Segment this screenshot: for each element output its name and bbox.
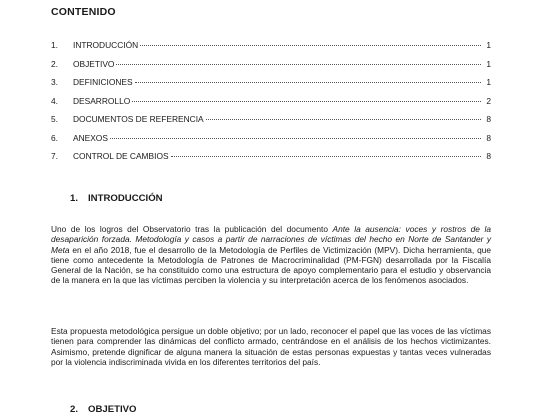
toc-entry-label[interactable]: CONTROL DE CAMBIOS	[73, 151, 169, 161]
toc-entry-label[interactable]: DESARROLLO	[73, 95, 131, 106]
toc-dot-leader	[135, 82, 481, 83]
toc-entry-objetivo[interactable]	[51, 59, 491, 78]
toc-entry-definiciones[interactable]	[51, 77, 491, 96]
section-heading-objetivo	[70, 404, 137, 415]
toc-entry-number: 5.	[51, 114, 58, 124]
toc-dot-leader	[171, 156, 481, 157]
toc-dot-leader	[110, 138, 481, 139]
toc-entry-documentos-de-referencia[interactable]	[51, 114, 491, 133]
toc-entry-number: 4.	[51, 95, 58, 106]
toc-entry-page: 8	[486, 151, 491, 161]
section-title: INTRODUCCIÓN	[88, 193, 163, 204]
toc-entry-page: 1	[486, 77, 491, 87]
toc-entry-number: 3.	[51, 77, 58, 87]
toc-entry-number: 6.	[51, 132, 58, 143]
table-of-contents	[51, 40, 491, 170]
paragraph-text: en el año 2018, fue el desarrollo de la Metodología de Perfiles de Victimización (MPV). Dicha herramienta, que tiene como antecedente la Metodología de Patrones de Macrocriminalidad (PM-FGN) desarrollada por la Fiscalía General de la Nación, se ha constituido como una estructura de apoyo complementario para el estudio y observancia de la manera en la que las víctimas perciben la violencia y su interpretación acerca de los fenómenos asociados.	[51, 244, 491, 286]
section-title: OBJETIVO	[88, 404, 137, 415]
toc-entry-number: 2.	[51, 58, 58, 69]
toc-entry-label[interactable]: DOCUMENTOS DE REFERENCIA	[73, 114, 204, 124]
toc-entry-number: 1.	[51, 40, 58, 50]
toc-entry-label[interactable]: DEFINICIONES	[73, 77, 133, 87]
toc-dot-leader	[140, 45, 481, 46]
toc-entry-page: 1	[486, 40, 491, 50]
toc-entry-label[interactable]: ANEXOS	[73, 132, 108, 143]
introduccion-paragraph-2: Esta propuesta metodológica persigue un doble objetivo; por un lado, reconocer el papel que las voces de las víctimas tienen para comprender las dinámicas del conflicto armado, centrándose en el análisis de los hechos victimizantes. Asimismo, pretende dignificar de alguna manera la situación de estas personas expuestas y tantas veces vulneradas por la violencia indiscriminada vivida en los diferentes territorios del país.	[51, 326, 491, 367]
section-number: 2.	[70, 404, 79, 415]
toc-dot-leader	[206, 119, 481, 120]
document-title-italic: Ante la ausencia: voces y rostros de la desaparición forzada. Metodología y casos a partir de narraciones de víctimas del hecho en Norte de Santander y Meta	[51, 224, 491, 255]
section-heading-introduccion	[70, 193, 163, 204]
toc-entry-desarrollo[interactable]	[51, 96, 491, 115]
toc-dot-leader	[132, 101, 481, 102]
toc-dot-leader	[116, 64, 481, 65]
toc-entry-label[interactable]: OBJETIVO	[73, 58, 115, 69]
toc-entry-anexos[interactable]	[51, 133, 491, 152]
toc-entry-page: 1	[486, 58, 491, 69]
paragraph-text: Uno de los logros del Observatorio tras la publicación del documento	[51, 224, 333, 234]
toc-entry-number: 7.	[51, 151, 58, 161]
introduccion-paragraph-1	[51, 224, 491, 286]
toc-entry-label[interactable]: INTRODUCCIÓN	[73, 40, 139, 50]
section-number: 1.	[70, 193, 79, 204]
toc-entry-page: 8	[486, 132, 491, 143]
toc-entry-introduccion[interactable]	[51, 40, 491, 59]
toc-entry-page: 8	[486, 114, 491, 124]
toc-entry-control-de-cambios[interactable]	[51, 151, 491, 170]
toc-entry-page: 2	[486, 95, 491, 106]
toc-title: CONTENIDO	[51, 6, 116, 18]
